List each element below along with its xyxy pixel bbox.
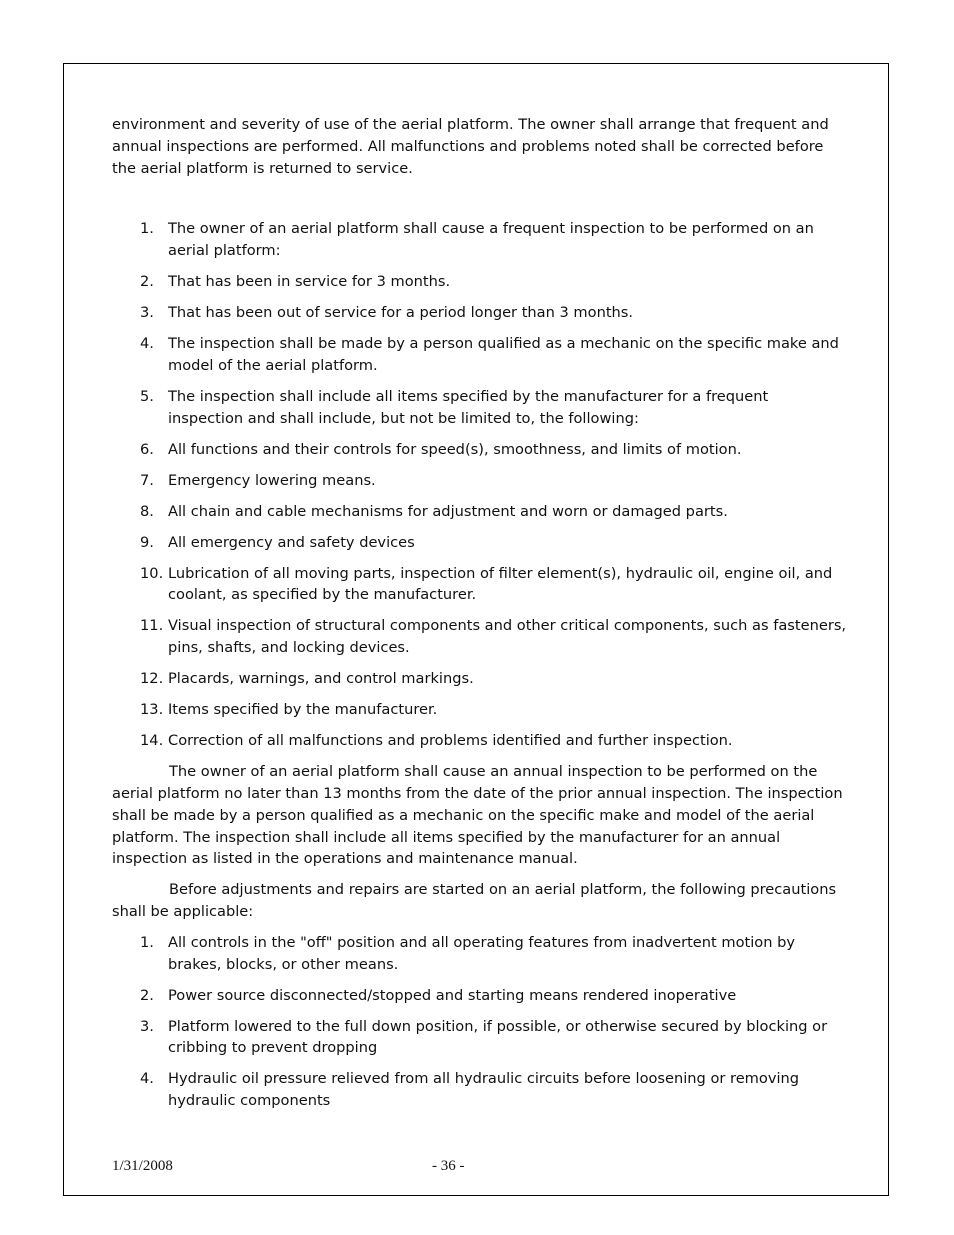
list-text: Placards, warnings, and control markings.	[168, 670, 474, 688]
list-text: The owner of an aerial platform shall cause a frequent inspection to be performed on an aerial platform:	[168, 220, 814, 260]
list-text: Hydraulic oil pressure relieved from all hydraulic circuits before loosening or removing hydraulic components	[168, 1070, 800, 1110]
list-number: 10.	[140, 564, 164, 582]
list-text: All chain and cable mechanisms for adjustment and worn or damaged parts.	[168, 502, 728, 520]
list-number: 14.	[140, 732, 164, 750]
list-text: Lubrication of all moving parts, inspection of filter element(s), hydraulic oil, engine oil, and coolant, as specified by the manufacturer.	[168, 564, 833, 604]
precautions-list	[112, 932, 847, 1112]
list-item	[112, 615, 847, 659]
list-text: All functions and their controls for speed(s), smoothness, and limits of motion.	[168, 440, 742, 458]
list-text: Items specified by the manufacturer.	[168, 701, 438, 719]
list-item	[112, 699, 847, 721]
footer-date: 1/31/2008	[112, 1158, 173, 1174]
list-number: 2.	[140, 986, 154, 1004]
list-number: 7.	[140, 471, 154, 489]
list-number: 13.	[140, 701, 164, 719]
list-text: Power source disconnected/stopped and starting means rendered inoperative	[168, 986, 737, 1004]
page-number: - 36 -	[432, 1158, 465, 1174]
list-item	[112, 532, 847, 554]
list-item	[112, 271, 847, 293]
list-item	[112, 333, 847, 377]
list-text: All controls in the "off" position and all operating features from inadvertent motion by brakes, blocks, or other means.	[168, 933, 796, 973]
list-number: 2.	[140, 273, 154, 291]
list-number: 3.	[140, 1017, 154, 1035]
list-item	[112, 218, 847, 262]
list-number: 4.	[140, 335, 154, 353]
list-text: Emergency lowering means.	[168, 471, 376, 489]
list-item	[112, 932, 847, 976]
list-item	[112, 985, 847, 1007]
list-item	[112, 668, 847, 690]
list-number: 6.	[140, 440, 154, 458]
list-text: All emergency and safety devices	[168, 533, 415, 551]
list-item	[112, 439, 847, 461]
annual-inspection-paragraph: The owner of an aerial platform shall cause an annual inspection to be performed on the aerial platform no later than 13 months from the date of the prior annual inspection. The inspection shall be made by a person qualified as a mechanic on the specific make and model of the aerial platform. The inspection shall include all items specified by the manufacturer for an annual inspection as listed in the operations and maintenance manual.	[112, 763, 843, 868]
list-number: 12.	[140, 670, 164, 688]
list-text: That has been in service for 3 months.	[168, 273, 451, 291]
list-text: That has been out of service for a period longer than 3 months.	[168, 304, 634, 322]
list-item	[112, 730, 847, 752]
list-number: 8.	[140, 502, 154, 520]
list-number: 1.	[140, 220, 154, 238]
list-item	[112, 470, 847, 492]
list-item	[112, 1068, 847, 1112]
list-number: 5.	[140, 387, 154, 405]
list-item	[112, 563, 847, 607]
list-text: The inspection shall be made by a person qualified as a mechanic on the specific make and model of the aerial platform.	[168, 335, 839, 374]
list-item	[112, 386, 847, 430]
list-text: Visual inspection of structural components and other critical components, such as fasteners, pins, shafts, and locking devices.	[168, 617, 847, 657]
frequent-inspection-list	[112, 218, 847, 752]
list-number: 3.	[140, 304, 154, 322]
list-text: The inspection shall include all items specified by the manufacturer for a frequent inspection and shall include, but not be limited to, the following:	[168, 387, 769, 427]
list-number: 9.	[140, 533, 154, 551]
list-text: Correction of all malfunctions and problems identified and further inspection.	[168, 732, 733, 750]
intro-paragraph: environment and severity of use of the aerial platform. The owner shall arrange that frequent and annual inspections are performed. All malfunctions and problems noted shall be corrected before the aerial platform is returned to service.	[112, 116, 829, 177]
list-number: 11.	[140, 617, 164, 635]
list-text: Platform lowered to the full down position, if possible, or otherwise secured by blocking or cribbing to prevent dropping	[168, 1017, 828, 1057]
list-item	[112, 501, 847, 523]
list-number: 1.	[140, 933, 154, 951]
document-body	[112, 114, 847, 1121]
list-item	[112, 1016, 847, 1060]
list-number: 4.	[140, 1070, 154, 1088]
precautions-paragraph: Before adjustments and repairs are started on an aerial platform, the following precautions shall be applicable:	[112, 881, 837, 920]
list-item	[112, 302, 847, 324]
